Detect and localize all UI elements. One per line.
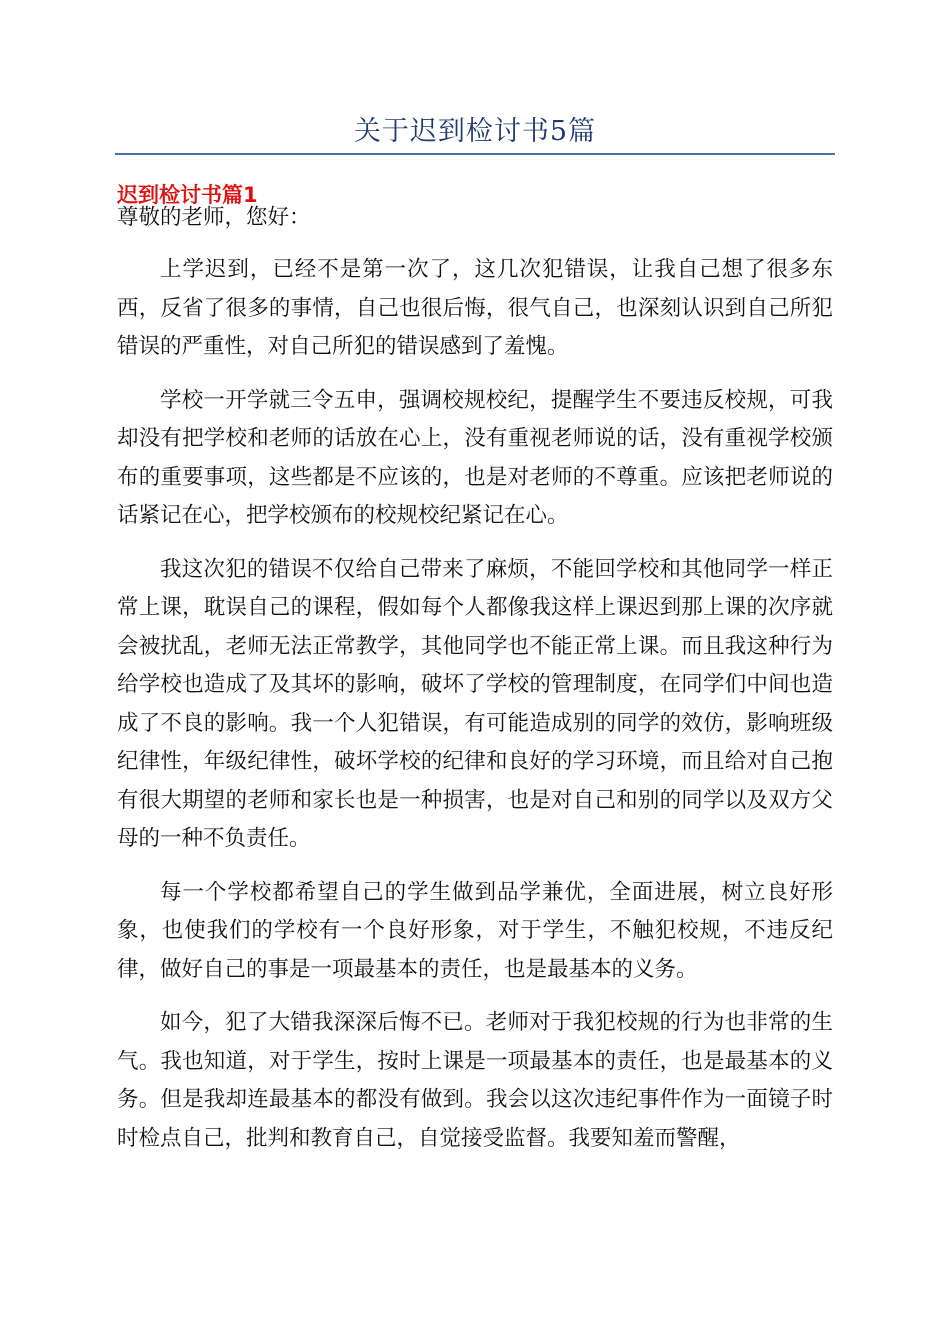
paragraph-2: 学校一开学就三令五申，强调校规校纪，提醒学生不要违反校规，可我却没有把学校和老师的话放在心上，没有重视老师说的话，没有重视学校颁布的重要事项，这些都是不应该的，也是对老师的不尊重。应该把老师说的话紧记在心，把学校颁布的校规校纪紧记在心。 [117,387,833,528]
title-divider [115,153,835,155]
paragraph-3: 我这次犯的错误不仅给自己带来了麻烦，不能回学校和其他同学一样正常上课，耽误自己的课程，假如每个人都像我这样上课迟到那上课的次序就会被扰乱，老师无法正常教学，其他同学也不能正常上课。而且我这种行为给学校也造成了及其坏的影响，破坏了学校的管理制度，在同学们中间也造成了不良的影响。我一个人犯错误，有可能造成别的同学的效仿，影响班级纪律性，年级纪律性，破坏学校的纪律和良好的学习环境，而且给对自己抱有很大期望的老师和家长也是一种损害，也是对自己和别的同学以及双方父母的一种不负责任。 [117,556,833,851]
paragraph-1: 上学迟到，已经不是第一次了，这几次犯错误，让我自己想了很多东西，反省了很多的事情，自己也很后悔，很气自己，也深刻认识到自己所犯错误的严重性，对自己所犯的错误感到了羞愧。 [117,257,833,359]
letter-body [117,251,833,1173]
section-heading: 迟到检讨书篇1 [117,183,258,207]
paragraph-5: 如今，犯了大错我深深后悔不已。老师对于我犯校规的行为也非常的生气。我也知道，对于学生，按时上课是一项最基本的责任，也是最基本的义务。但是我却连最基本的都没有做到。我会以这次违纪事件作为一面镜子时时检点自己，批判和教育自己，自觉接受监督。我要知羞而警醒， [117,1010,833,1151]
document-title: 关于迟到检讨书5篇 [353,116,597,147]
paragraph-4: 每一个学校都希望自己的学生做到品学兼优，全面进展，树立良好形象，也使我们的学校有一个良好形象，对于学生，不触犯校规，不违反纪律，做好自己的事是一项最基本的责任，也是最基本的义务。 [117,879,833,982]
salutation: 尊敬的老师，您好： [117,205,311,230]
